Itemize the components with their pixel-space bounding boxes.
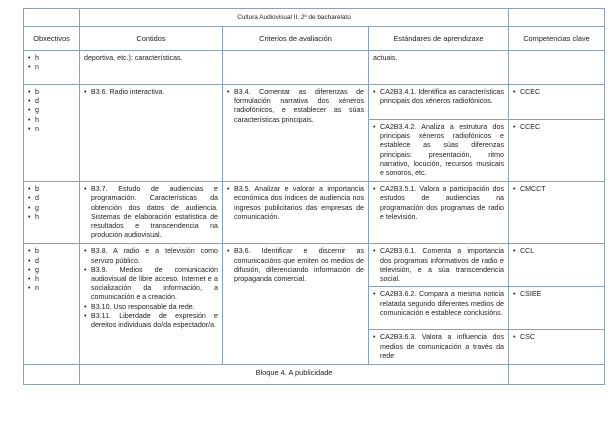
standard-text: • CA2B3.5.1. Valora a participación dos estudos de audiencias na programación dos programas de radio e televisión. [373,185,504,222]
objective-item: • g [28,106,75,115]
criteria-cell [223,182,369,244]
contents-cell [80,244,223,365]
table-row [24,51,605,85]
objective-item: • h [28,116,75,125]
title-spacer-right [509,9,605,27]
standards-cell [369,51,509,85]
objective-item: • d [28,97,75,106]
objective-item: • n [28,125,75,134]
objectives-cell [24,182,80,244]
standard-item [369,329,508,364]
standard-item [369,51,508,66]
header-standards: Estándares de aprendizaxe [369,27,509,51]
content-text: deportiva, etc.): características. [84,54,183,62]
competence-cell [509,85,605,182]
objective-item: • d [28,257,75,266]
competence-text: • CMCCT [513,185,600,194]
block-title: Bloque 4. A publicidade [80,365,509,385]
standard-text: • CA2B3.6.2. Compara a mesma noticia relatada segundo diferentes medios de comunicación e establece conclusións. [373,290,504,318]
header-criteria: Criterios de avaliación [223,27,369,51]
standard-text: actuais. [373,54,398,62]
contents-cell [80,182,223,244]
table-title: Cultura Audiovisual II. 2º de bacharelato [80,9,509,27]
competence-text: • CSIEE [513,290,600,299]
standard-item [369,286,508,329]
content-item: • B3.6. Radio interactiva. [84,88,218,97]
objectives-cell [24,51,80,85]
table-row [24,244,605,365]
title-spacer [24,9,80,27]
competence-item [509,119,604,181]
objective-item: • n [28,63,75,72]
standard-text: • CA2B3.6.1. Comenta a importancia dos programas informativos de radio e televisión, e a súa transcendencia social. [373,247,504,284]
table-row [24,85,605,182]
standard-item [369,85,508,119]
criterion-item: • B3.5. Analizar e valorar a importancia económica dos índices de audiencia nos ingresos publicitarios das empresas de comunicación. [227,185,364,222]
objective-item: • b [28,88,75,97]
objective-item: • g [28,266,75,275]
competence-cell [509,182,605,244]
competence-text: • CCEC [513,88,600,97]
content-item: • B3.7. Estudo de audiencias e programación. Características da obtención dos datos de audiencia. Sistemas de elaboración estatística de resultados e transcendencia na produción audiovisual. [84,185,218,240]
content-item: • B3.8. A radio e a televisión como servizo público. [84,247,218,265]
objective-item: • h [28,54,75,63]
standards-cell [369,85,509,182]
table-row [24,182,605,244]
header-row [24,27,605,51]
objective-item: • h [28,213,75,222]
competence-item [509,286,604,329]
curriculum-table [23,8,605,385]
contents-cell [80,85,223,182]
criterion-item: • B3.4. Comentar as diferenzas de formulación narrativa dos xéneros radiofónicos, e establecer as súas características principais. [227,88,364,125]
block-title-row [24,365,605,385]
competence-text: • CCL [513,247,600,256]
block-title-spacer [24,365,80,385]
title-row [24,9,605,27]
objective-item: • g [28,204,75,213]
criteria-cell [223,51,369,85]
standard-item [369,244,508,286]
objective-item: • d [28,194,75,203]
competence-cell [509,244,605,365]
standard-text: • CA2B3.4.2. Analiza a estrutura dos principais xéneros radiofónicos e establece as súas diferenzas principais: presentación, ritmo narrativo, locución, recursos musicais e sonoros, etc. [373,123,504,178]
criteria-cell [223,244,369,365]
header-contents: Contidos [80,27,223,51]
competence-item [509,329,604,364]
objective-item: • n [28,284,75,293]
competence-item [509,244,604,286]
objective-item: • h [28,275,75,284]
standards-cell [369,182,509,244]
objectives-cell [24,244,80,365]
criteria-cell [223,85,369,182]
competence-item [509,85,604,119]
contents-cell [80,51,223,85]
standard-text: • CA2B3.4.1. Identifica as características principais dos xéneros radiofónicos. [373,88,504,106]
competence-cell [509,51,605,85]
standards-cell [369,244,509,365]
objectives-cell [24,85,80,182]
objective-item: • b [28,247,75,256]
block-title-spacer-right [509,365,605,385]
content-item: • B3.11. Liberdade de expresión e dereitos individuais do/da espectador/a. [84,312,218,330]
content-item: • B3.10. Uso responsable da rede. [84,303,218,312]
objective-item: • b [28,185,75,194]
header-competences: Competencias clave [509,27,605,51]
competence-text: • CCEC [513,123,600,132]
content-item: • B3.9. Medios de comunicación audiovisual de libre acceso. Internet e a socialización da información, a comunicación e a creación. [84,266,218,303]
criterion-item: • B3.6. Identificar e discernir as comunicacións que emiten os medios de difusión, diferenciando información de propaganda comercial. [227,247,364,284]
standard-text: • CA2B3.6.3. Valora a influencia dos medios de comunicación a través da rede [373,333,504,361]
header-objectives: Obxectivos [24,27,80,51]
standard-item [369,119,508,181]
competence-text: • CSC [513,333,600,342]
